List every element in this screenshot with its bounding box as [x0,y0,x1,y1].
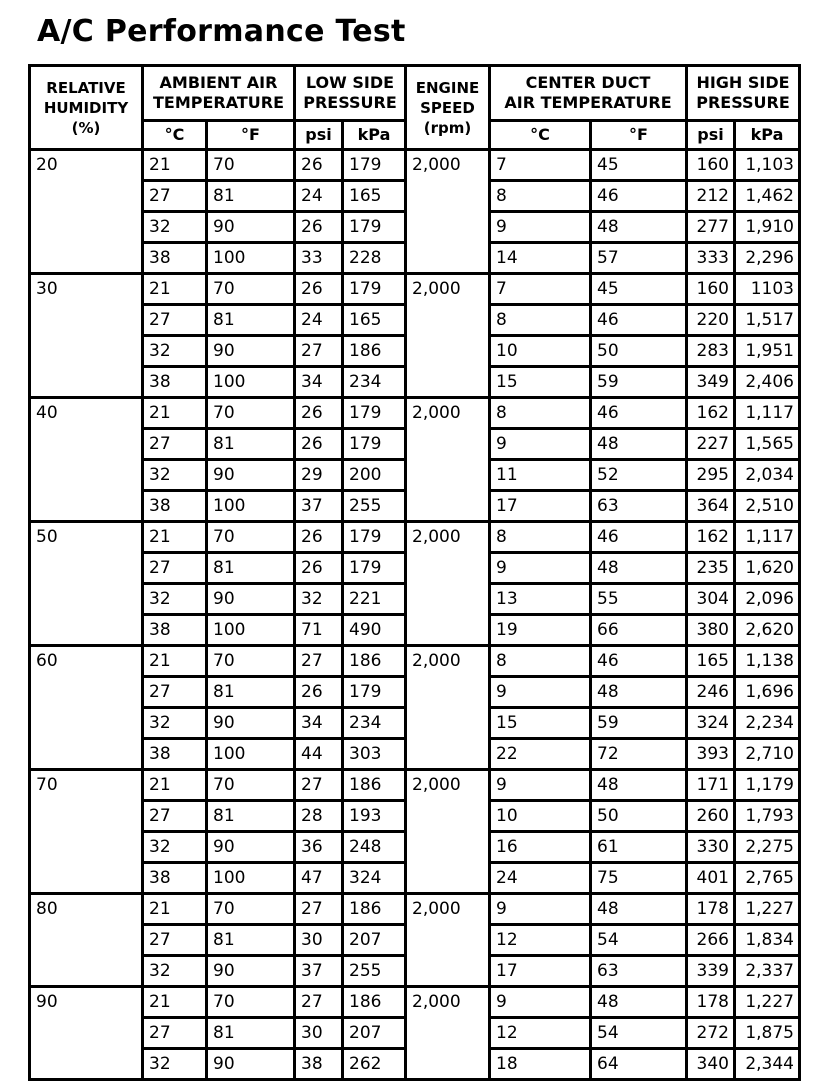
duct-f-cell: 63 [591,491,687,522]
high-kpa-cell: 1103 [735,274,800,305]
table-row [30,770,800,801]
duct-c-cell: 8 [490,305,591,336]
ambient-f-cell: 90 [207,832,295,863]
table-body [30,150,800,1080]
engine-speed-cell: 2,000 [406,150,490,274]
ambient-c-cell: 38 [143,367,207,398]
ambient-f-cell: 70 [207,894,295,925]
high-kpa-cell: 1,227 [735,894,800,925]
low-psi-cell: 30 [295,925,343,956]
low-kpa-cell: 179 [343,274,406,305]
header-engine-speed [406,66,490,150]
low-psi-cell: 26 [295,212,343,243]
ambient-c-cell: 27 [143,305,207,336]
ambient-f-cell: 81 [207,553,295,584]
humidity-cell: 60 [30,646,143,770]
high-kpa-cell: 1,875 [735,1018,800,1049]
ambient-f-cell: 90 [207,584,295,615]
high-psi-cell: 246 [687,677,735,708]
duct-c-cell: 12 [490,925,591,956]
header-line: PRESSURE [696,93,790,112]
high-psi-cell: 162 [687,398,735,429]
duct-c-cell: 8 [490,522,591,553]
ambient-f-cell: 90 [207,336,295,367]
duct-c-cell: 17 [490,956,591,987]
ambient-f-cell: 100 [207,863,295,894]
high-kpa-cell: 2,710 [735,739,800,770]
duct-f-cell: 63 [591,956,687,987]
unit-high-kpa: kPa [735,121,800,150]
unit-duct-f: °F [591,121,687,150]
duct-c-cell: 11 [490,460,591,491]
duct-f-cell: 48 [591,553,687,584]
duct-f-cell: 48 [591,212,687,243]
low-kpa-cell: 303 [343,739,406,770]
header-relative-humidity [30,66,143,150]
duct-c-cell: 14 [490,243,591,274]
ambient-c-cell: 38 [143,491,207,522]
high-kpa-cell: 2,034 [735,460,800,491]
ambient-f-cell: 81 [207,305,295,336]
performance-table [28,64,801,1081]
ambient-f-cell: 70 [207,770,295,801]
humidity-cell: 20 [30,150,143,274]
high-psi-cell: 212 [687,181,735,212]
low-kpa-cell: 186 [343,894,406,925]
ambient-c-cell: 38 [143,243,207,274]
ambient-c-cell: 32 [143,336,207,367]
high-kpa-cell: 2,510 [735,491,800,522]
high-psi-cell: 393 [687,739,735,770]
low-kpa-cell: 179 [343,677,406,708]
duct-c-cell: 15 [490,367,591,398]
ambient-c-cell: 21 [143,646,207,677]
ambient-f-cell: 100 [207,243,295,274]
high-psi-cell: 349 [687,367,735,398]
high-psi-cell: 260 [687,801,735,832]
humidity-cell: 90 [30,987,143,1080]
duct-f-cell: 57 [591,243,687,274]
ambient-f-cell: 70 [207,522,295,553]
duct-f-cell: 61 [591,832,687,863]
high-kpa-cell: 2,406 [735,367,800,398]
ambient-c-cell: 27 [143,925,207,956]
high-psi-cell: 171 [687,770,735,801]
low-psi-cell: 27 [295,987,343,1018]
humidity-cell: 70 [30,770,143,894]
low-kpa-cell: 186 [343,336,406,367]
low-kpa-cell: 234 [343,708,406,739]
high-kpa-cell: 1,179 [735,770,800,801]
duct-f-cell: 45 [591,274,687,305]
header-line: LOW SIDE [305,73,395,92]
table-row [30,150,800,181]
ambient-f-cell: 81 [207,677,295,708]
duct-c-cell: 9 [490,987,591,1018]
low-psi-cell: 24 [295,305,343,336]
low-psi-cell: 34 [295,367,343,398]
low-kpa-cell: 179 [343,553,406,584]
duct-f-cell: 48 [591,677,687,708]
ambient-c-cell: 21 [143,150,207,181]
high-kpa-cell: 2,344 [735,1049,800,1080]
low-psi-cell: 33 [295,243,343,274]
high-psi-cell: 160 [687,150,735,181]
duct-c-cell: 15 [490,708,591,739]
header-line: SPEED [420,98,475,117]
high-psi-cell: 266 [687,925,735,956]
low-kpa-cell: 186 [343,770,406,801]
high-kpa-cell: 2,337 [735,956,800,987]
duct-f-cell: 46 [591,646,687,677]
high-psi-cell: 162 [687,522,735,553]
low-kpa-cell: 207 [343,925,406,956]
low-kpa-cell: 255 [343,956,406,987]
low-psi-cell: 47 [295,863,343,894]
low-psi-cell: 26 [295,398,343,429]
low-psi-cell: 27 [295,894,343,925]
unit-low-kpa: kPa [343,121,406,150]
duct-f-cell: 48 [591,894,687,925]
low-psi-cell: 44 [295,739,343,770]
unit-ambient-f: °F [207,121,295,150]
ambient-c-cell: 32 [143,956,207,987]
high-kpa-cell: 1,834 [735,925,800,956]
ambient-c-cell: 27 [143,181,207,212]
unit-ambient-c: °C [143,121,207,150]
ambient-f-cell: 81 [207,429,295,460]
header-center-duct-air-temperature [490,66,687,121]
high-kpa-cell: 1,696 [735,677,800,708]
low-kpa-cell: 179 [343,212,406,243]
duct-c-cell: 8 [490,646,591,677]
ambient-c-cell: 38 [143,863,207,894]
humidity-cell: 50 [30,522,143,646]
duct-f-cell: 45 [591,150,687,181]
ambient-c-cell: 32 [143,708,207,739]
low-kpa-cell: 221 [343,584,406,615]
low-psi-cell: 38 [295,1049,343,1080]
low-kpa-cell: 200 [343,460,406,491]
ambient-f-cell: 70 [207,150,295,181]
humidity-cell: 80 [30,894,143,987]
ambient-f-cell: 100 [207,615,295,646]
header-low-side-pressure [295,66,406,121]
duct-c-cell: 12 [490,1018,591,1049]
high-psi-cell: 227 [687,429,735,460]
header-line: RELATIVE [46,78,126,97]
low-psi-cell: 36 [295,832,343,863]
humidity-cell: 40 [30,398,143,522]
high-kpa-cell: 1,517 [735,305,800,336]
duct-c-cell: 10 [490,801,591,832]
ambient-c-cell: 32 [143,832,207,863]
ambient-c-cell: 27 [143,801,207,832]
duct-c-cell: 9 [490,553,591,584]
table-row [30,522,800,553]
low-psi-cell: 26 [295,522,343,553]
low-kpa-cell: 186 [343,987,406,1018]
header-line: ENGINE [415,78,480,97]
high-psi-cell: 220 [687,305,735,336]
low-psi-cell: 34 [295,708,343,739]
high-psi-cell: 160 [687,274,735,305]
header-line: CENTER DUCT [525,73,651,92]
header-line: TEMPERATURE [152,93,285,112]
header-line: (rpm) [423,118,472,137]
high-psi-cell: 235 [687,553,735,584]
low-kpa-cell: 255 [343,491,406,522]
high-psi-cell: 380 [687,615,735,646]
low-psi-cell: 26 [295,553,343,584]
header-line: PRESSURE [303,93,397,112]
low-kpa-cell: 179 [343,398,406,429]
high-kpa-cell: 1,462 [735,181,800,212]
low-psi-cell: 26 [295,274,343,305]
low-psi-cell: 27 [295,646,343,677]
ambient-c-cell: 32 [143,460,207,491]
low-kpa-cell: 324 [343,863,406,894]
ambient-c-cell: 27 [143,1018,207,1049]
ambient-c-cell: 38 [143,615,207,646]
duct-f-cell: 72 [591,739,687,770]
ambient-c-cell: 21 [143,770,207,801]
duct-f-cell: 55 [591,584,687,615]
high-psi-cell: 283 [687,336,735,367]
low-psi-cell: 24 [295,181,343,212]
ambient-f-cell: 90 [207,460,295,491]
low-psi-cell: 27 [295,336,343,367]
duct-c-cell: 8 [490,398,591,429]
duct-c-cell: 17 [490,491,591,522]
high-psi-cell: 339 [687,956,735,987]
duct-f-cell: 54 [591,1018,687,1049]
unit-duct-c: °C [490,121,591,150]
header-line: HUMIDITY [43,98,129,117]
duct-c-cell: 16 [490,832,591,863]
low-psi-cell: 71 [295,615,343,646]
high-kpa-cell: 2,765 [735,863,800,894]
table-row [30,987,800,1018]
humidity-cell: 30 [30,274,143,398]
high-psi-cell: 178 [687,894,735,925]
header-high-side-pressure [687,66,800,121]
low-psi-cell: 26 [295,150,343,181]
duct-f-cell: 66 [591,615,687,646]
duct-c-cell: 18 [490,1049,591,1080]
duct-c-cell: 19 [490,615,591,646]
table-row [30,398,800,429]
duct-c-cell: 9 [490,770,591,801]
low-kpa-cell: 179 [343,150,406,181]
low-kpa-cell: 193 [343,801,406,832]
ambient-f-cell: 100 [207,367,295,398]
engine-speed-cell: 2,000 [406,894,490,987]
ambient-c-cell: 21 [143,987,207,1018]
duct-f-cell: 64 [591,1049,687,1080]
ambient-f-cell: 81 [207,181,295,212]
duct-f-cell: 46 [591,181,687,212]
engine-speed-cell: 2,000 [406,522,490,646]
low-kpa-cell: 165 [343,181,406,212]
ambient-f-cell: 100 [207,491,295,522]
high-psi-cell: 364 [687,491,735,522]
duct-f-cell: 46 [591,305,687,336]
duct-c-cell: 9 [490,212,591,243]
low-psi-cell: 37 [295,956,343,987]
high-kpa-cell: 1,138 [735,646,800,677]
engine-speed-cell: 2,000 [406,646,490,770]
high-kpa-cell: 1,103 [735,150,800,181]
ambient-f-cell: 81 [207,1018,295,1049]
ambient-c-cell: 21 [143,398,207,429]
ambient-f-cell: 90 [207,956,295,987]
duct-f-cell: 46 [591,398,687,429]
low-psi-cell: 32 [295,584,343,615]
header-line: AIR TEMPERATURE [504,93,672,112]
table-row [30,274,800,305]
duct-c-cell: 8 [490,181,591,212]
low-kpa-cell: 228 [343,243,406,274]
page-title: A/C Performance Test [37,14,406,49]
header-line: AMBIENT AIR [159,73,278,92]
duct-c-cell: 9 [490,677,591,708]
duct-c-cell: 9 [490,894,591,925]
duct-f-cell: 50 [591,336,687,367]
ambient-c-cell: 32 [143,212,207,243]
low-kpa-cell: 262 [343,1049,406,1080]
high-psi-cell: 295 [687,460,735,491]
high-kpa-cell: 1,793 [735,801,800,832]
duct-f-cell: 50 [591,801,687,832]
ambient-f-cell: 81 [207,801,295,832]
low-kpa-cell: 165 [343,305,406,336]
ambient-f-cell: 100 [207,739,295,770]
duct-c-cell: 7 [490,150,591,181]
duct-f-cell: 46 [591,522,687,553]
duct-c-cell: 24 [490,863,591,894]
high-psi-cell: 330 [687,832,735,863]
table-row [30,646,800,677]
high-psi-cell: 304 [687,584,735,615]
ambient-c-cell: 27 [143,677,207,708]
high-psi-cell: 165 [687,646,735,677]
ambient-f-cell: 70 [207,646,295,677]
high-psi-cell: 333 [687,243,735,274]
duct-f-cell: 48 [591,770,687,801]
low-psi-cell: 26 [295,677,343,708]
high-kpa-cell: 1,117 [735,398,800,429]
ambient-c-cell: 32 [143,584,207,615]
high-psi-cell: 272 [687,1018,735,1049]
high-kpa-cell: 1,565 [735,429,800,460]
high-kpa-cell: 2,296 [735,243,800,274]
high-kpa-cell: 1,951 [735,336,800,367]
duct-f-cell: 48 [591,987,687,1018]
ambient-f-cell: 70 [207,274,295,305]
high-kpa-cell: 1,910 [735,212,800,243]
high-kpa-cell: 1,620 [735,553,800,584]
header-line: (%) [71,118,101,137]
engine-speed-cell: 2,000 [406,987,490,1080]
ambient-c-cell: 38 [143,739,207,770]
unit-high-psi: psi [687,121,735,150]
ambient-c-cell: 32 [143,1049,207,1080]
high-psi-cell: 277 [687,212,735,243]
low-kpa-cell: 186 [343,646,406,677]
ambient-f-cell: 90 [207,708,295,739]
ambient-c-cell: 21 [143,894,207,925]
duct-c-cell: 9 [490,429,591,460]
high-kpa-cell: 1,227 [735,987,800,1018]
ambient-c-cell: 21 [143,274,207,305]
ambient-f-cell: 90 [207,212,295,243]
table-row [30,894,800,925]
ambient-f-cell: 70 [207,987,295,1018]
ambient-c-cell: 27 [143,429,207,460]
low-psi-cell: 30 [295,1018,343,1049]
unit-low-psi: psi [295,121,343,150]
high-kpa-cell: 2,275 [735,832,800,863]
low-psi-cell: 27 [295,770,343,801]
low-kpa-cell: 234 [343,367,406,398]
duct-f-cell: 75 [591,863,687,894]
low-psi-cell: 28 [295,801,343,832]
low-kpa-cell: 207 [343,1018,406,1049]
high-psi-cell: 340 [687,1049,735,1080]
low-kpa-cell: 179 [343,522,406,553]
high-psi-cell: 178 [687,987,735,1018]
duct-c-cell: 22 [490,739,591,770]
low-psi-cell: 29 [295,460,343,491]
duct-f-cell: 52 [591,460,687,491]
high-psi-cell: 401 [687,863,735,894]
high-kpa-cell: 2,620 [735,615,800,646]
header-ambient-air-temperature [143,66,295,121]
duct-f-cell: 59 [591,367,687,398]
high-kpa-cell: 2,096 [735,584,800,615]
duct-f-cell: 54 [591,925,687,956]
low-kpa-cell: 179 [343,429,406,460]
low-kpa-cell: 490 [343,615,406,646]
high-kpa-cell: 1,117 [735,522,800,553]
ambient-c-cell: 21 [143,522,207,553]
duct-f-cell: 59 [591,708,687,739]
duct-f-cell: 48 [591,429,687,460]
duct-c-cell: 7 [490,274,591,305]
engine-speed-cell: 2,000 [406,398,490,522]
ambient-f-cell: 81 [207,925,295,956]
low-psi-cell: 37 [295,491,343,522]
header-line: HIGH SIDE [696,73,790,92]
engine-speed-cell: 2,000 [406,274,490,398]
low-kpa-cell: 248 [343,832,406,863]
ambient-f-cell: 90 [207,1049,295,1080]
engine-speed-cell: 2,000 [406,770,490,894]
low-psi-cell: 26 [295,429,343,460]
ambient-c-cell: 27 [143,553,207,584]
high-psi-cell: 324 [687,708,735,739]
duct-c-cell: 13 [490,584,591,615]
high-kpa-cell: 2,234 [735,708,800,739]
duct-c-cell: 10 [490,336,591,367]
ambient-f-cell: 70 [207,398,295,429]
